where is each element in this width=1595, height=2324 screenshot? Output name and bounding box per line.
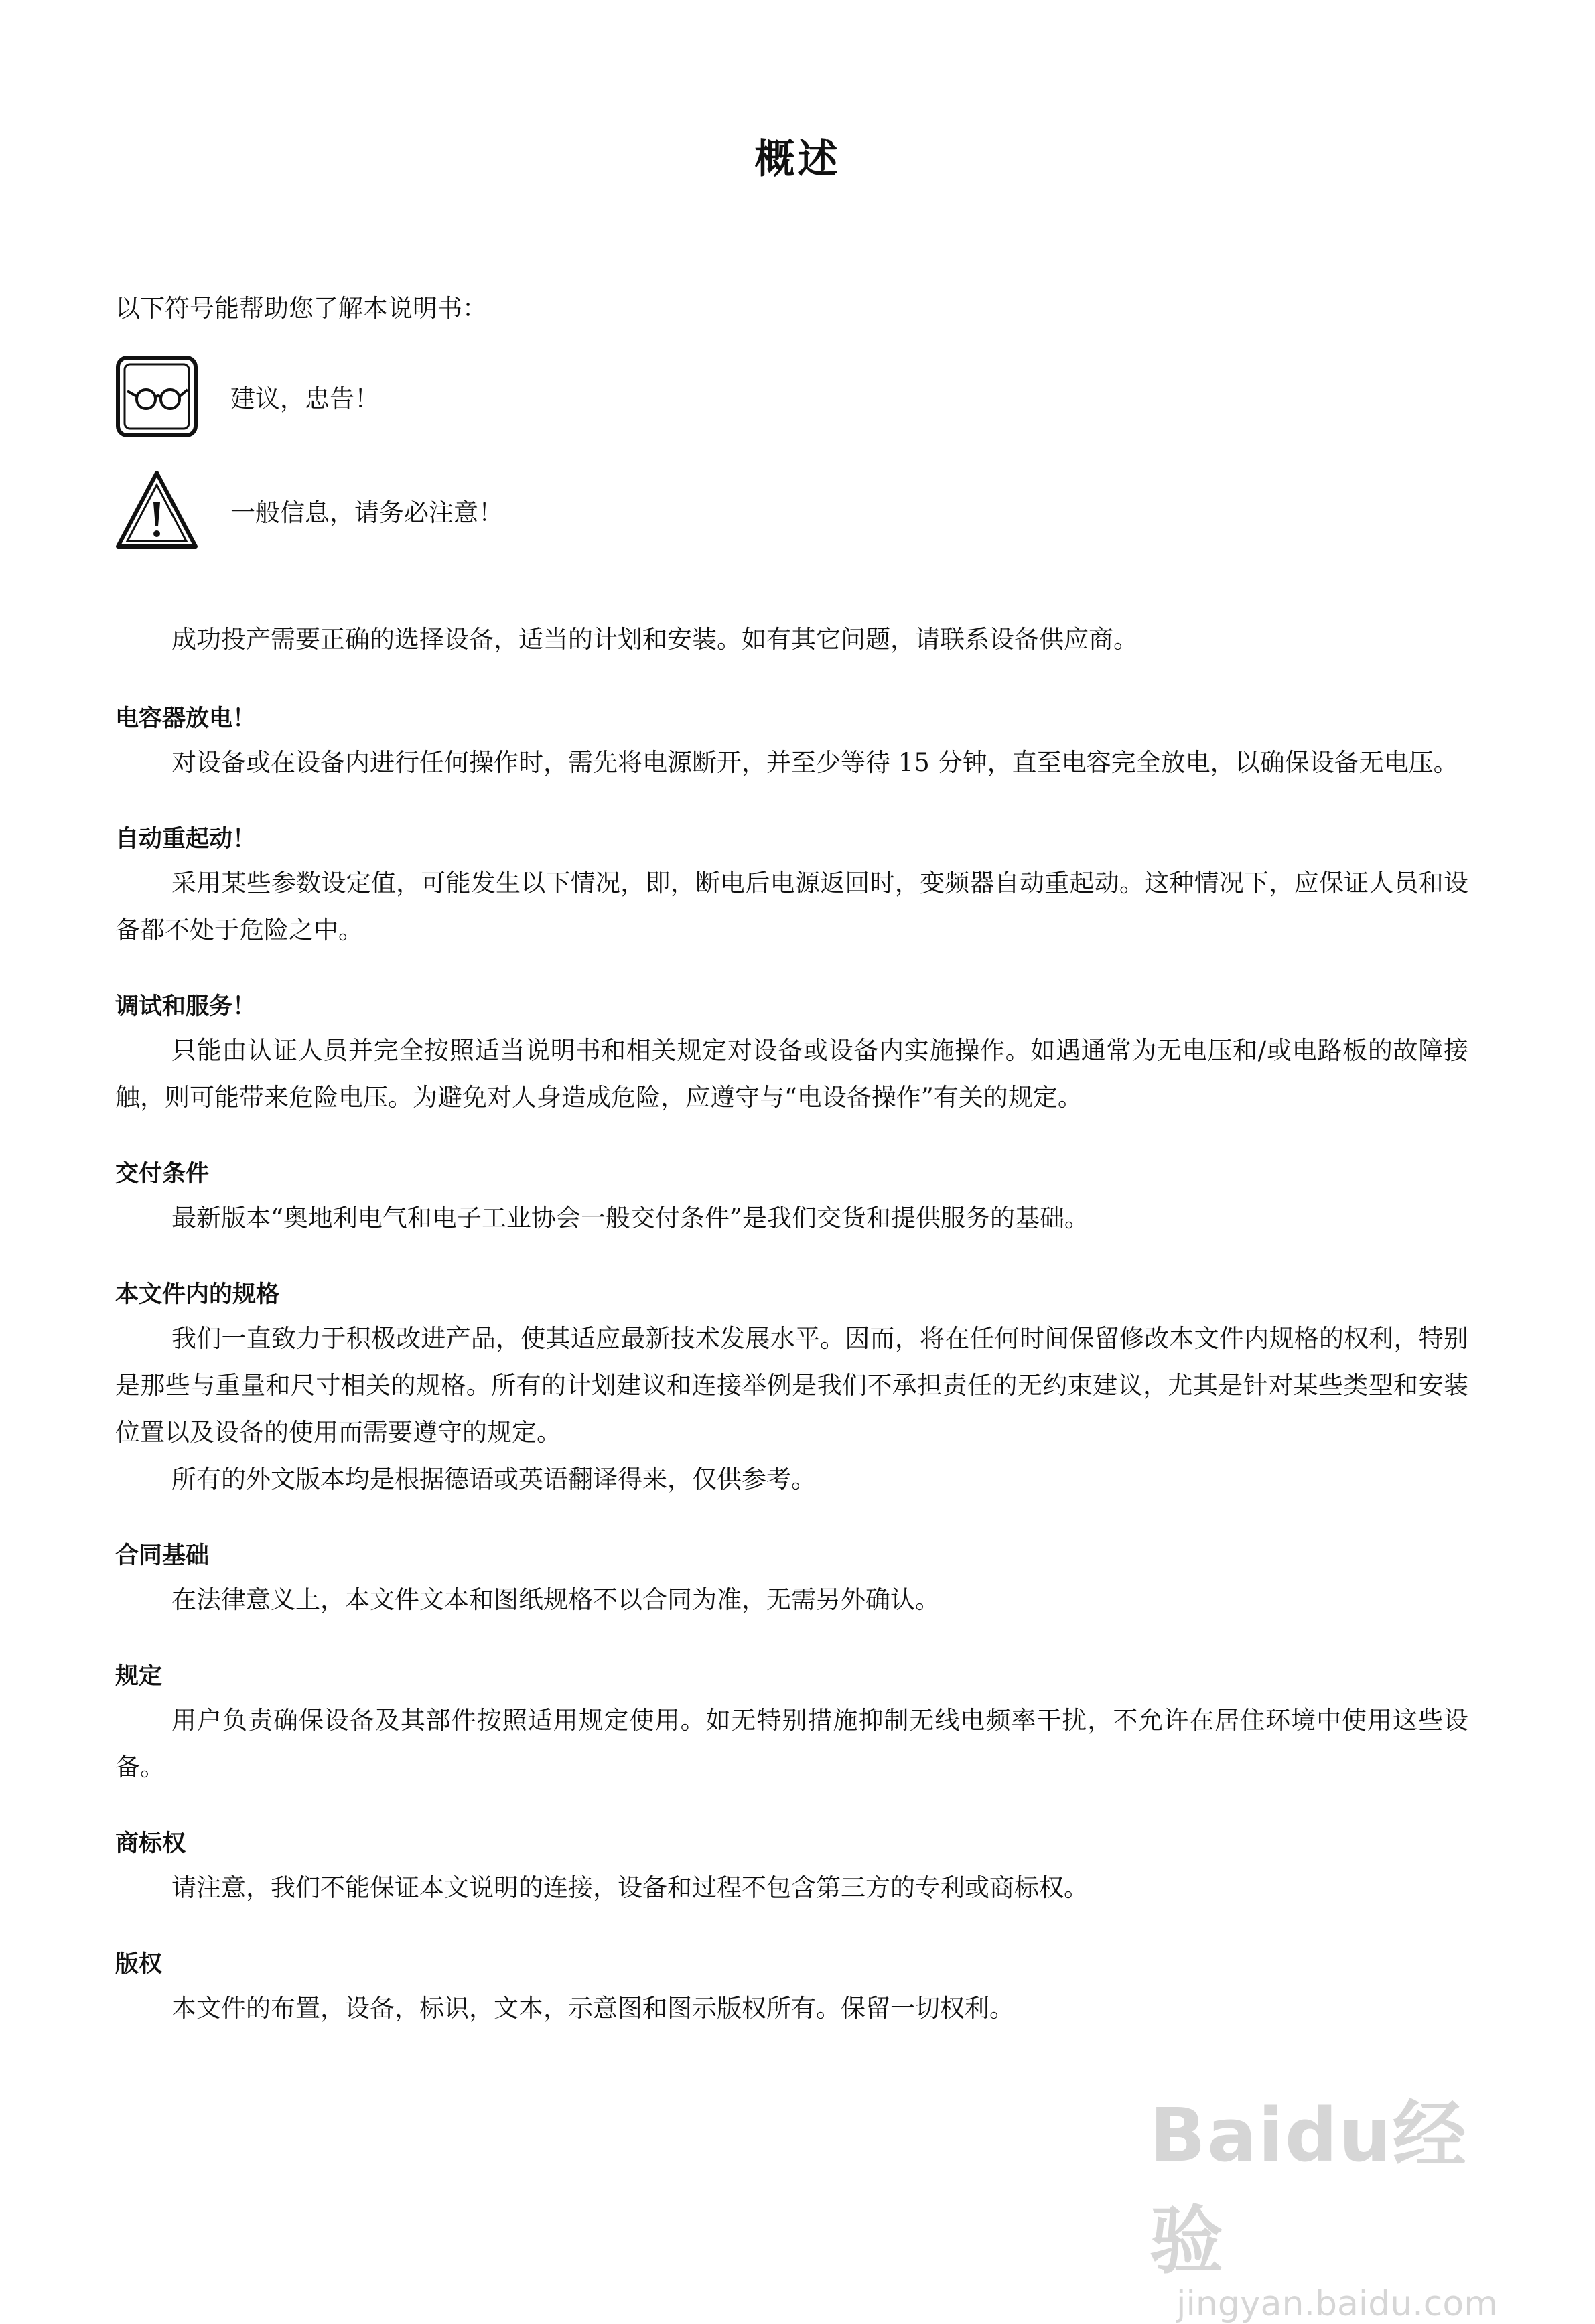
section-heading: 调试和服务！ (115, 993, 257, 1020)
section-capacitor-discharge (115, 698, 1468, 786)
section-commissioning-service (115, 986, 1468, 1121)
symbol-warning-row (115, 469, 503, 552)
section-heading: 合同基础 (115, 1542, 210, 1569)
section-paragraph: 用户负责确保设备及其部件按照适用规定使用。如无特别措施抑制无线电频率干扰，不允许在居住环境中使用这些设备。 (115, 1706, 1468, 1782)
section-trademarks (115, 1823, 1468, 1911)
section-paragraph: 所有的外文版本均是根据德语或英语翻译得来，仅供参考。 (171, 1465, 816, 1494)
section-paragraph: 只能由认证人员并完全按照适当说明书和相关规定对设备或设备内实施操作。如遇通常为无电压和/或电路板的故障接触，则可能带来危险电压。为避免对人身造成危险，应遵守与“电设备操作”有关的规定。 (115, 1036, 1468, 1112)
section-paragraph: 我们一直致力于积极改进产品，使其适应最新技术发展水平。因而，将在任何时间保留修改本文件内规格的权利，特别是那些与重量和尺寸相关的规格。所有的计划建议和连接举例是我们不承担责任的无约束建议，尤其是针对某些类型和安装位置以及设备的使用而需要遵守的规定。 (115, 1324, 1468, 1447)
section-heading: 交付条件 (115, 1161, 210, 1187)
main-content (115, 616, 1468, 2064)
symbol-advice-label: 建议，忠告！ (230, 384, 379, 413)
glasses-icon (115, 355, 198, 438)
section-heading: 本文件内的规格 (115, 1281, 280, 1308)
section-paragraph: 最新版本“奥地利电气和电子工业协会一般交付条件”是我们交货和提供服务的基础。 (171, 1204, 1089, 1232)
section-paragraph: 本文件的布置，设备，标识，文本，示意图和图示版权所有。保留一切权利。 (171, 1994, 1014, 2023)
symbol-warning-label: 一般信息，请务必注意！ (230, 498, 503, 527)
section-paragraph: 请注意，我们不能保证本文说明的连接，设备和过程不包含第三方的专利或商标权。 (171, 1873, 1089, 1902)
section-heading: 自动重起动！ (115, 826, 257, 853)
section-contract-basis (115, 1535, 1468, 1623)
section-heading: 电容器放电！ (115, 705, 257, 732)
page-title: 概述 (754, 136, 841, 183)
section-paragraph: 对设备或在设备内进行任何操作时，需先将电源断开，并至少等待 15 分钟，直至电容完全放电，以确保设备无电压。 (171, 748, 1458, 777)
section-paragraph: 采用某些参数设定值，可能发生以下情况，即，断电后电源返回时，变频器自动重起动。这种情况下，应保证人员和设备都不处于危险之中。 (115, 869, 1468, 944)
section-copyright (115, 1944, 1468, 2032)
section-heading: 规定 (115, 1663, 163, 1690)
section-specifications (115, 1274, 1468, 1503)
symbol-advice-row (115, 355, 379, 438)
section-auto-restart (115, 818, 1468, 954)
section-heading: 版权 (115, 1951, 163, 1978)
section-paragraph: 在法律意义上，本文件文本和图纸规格不以合同为准，无需另外确认。 (171, 1585, 940, 1614)
baidu-watermark (1150, 2076, 1525, 2324)
watermark-url: jingyan.baidu.com (1176, 2284, 1498, 2324)
watermark-brand: Baidu经验 (1150, 2092, 1468, 2284)
section-delivery-conditions (115, 1153, 1468, 1242)
intro-text: 以下符号能帮助您了解本说明书： (115, 294, 487, 323)
warning-triangle-icon (115, 469, 198, 552)
lead-paragraph: 成功投产需要正确的选择设备，适当的计划和安装。如有其它问题，请联系设备供应商。 (171, 625, 1138, 654)
section-heading: 商标权 (115, 1830, 186, 1857)
section-regulations (115, 1656, 1468, 1791)
